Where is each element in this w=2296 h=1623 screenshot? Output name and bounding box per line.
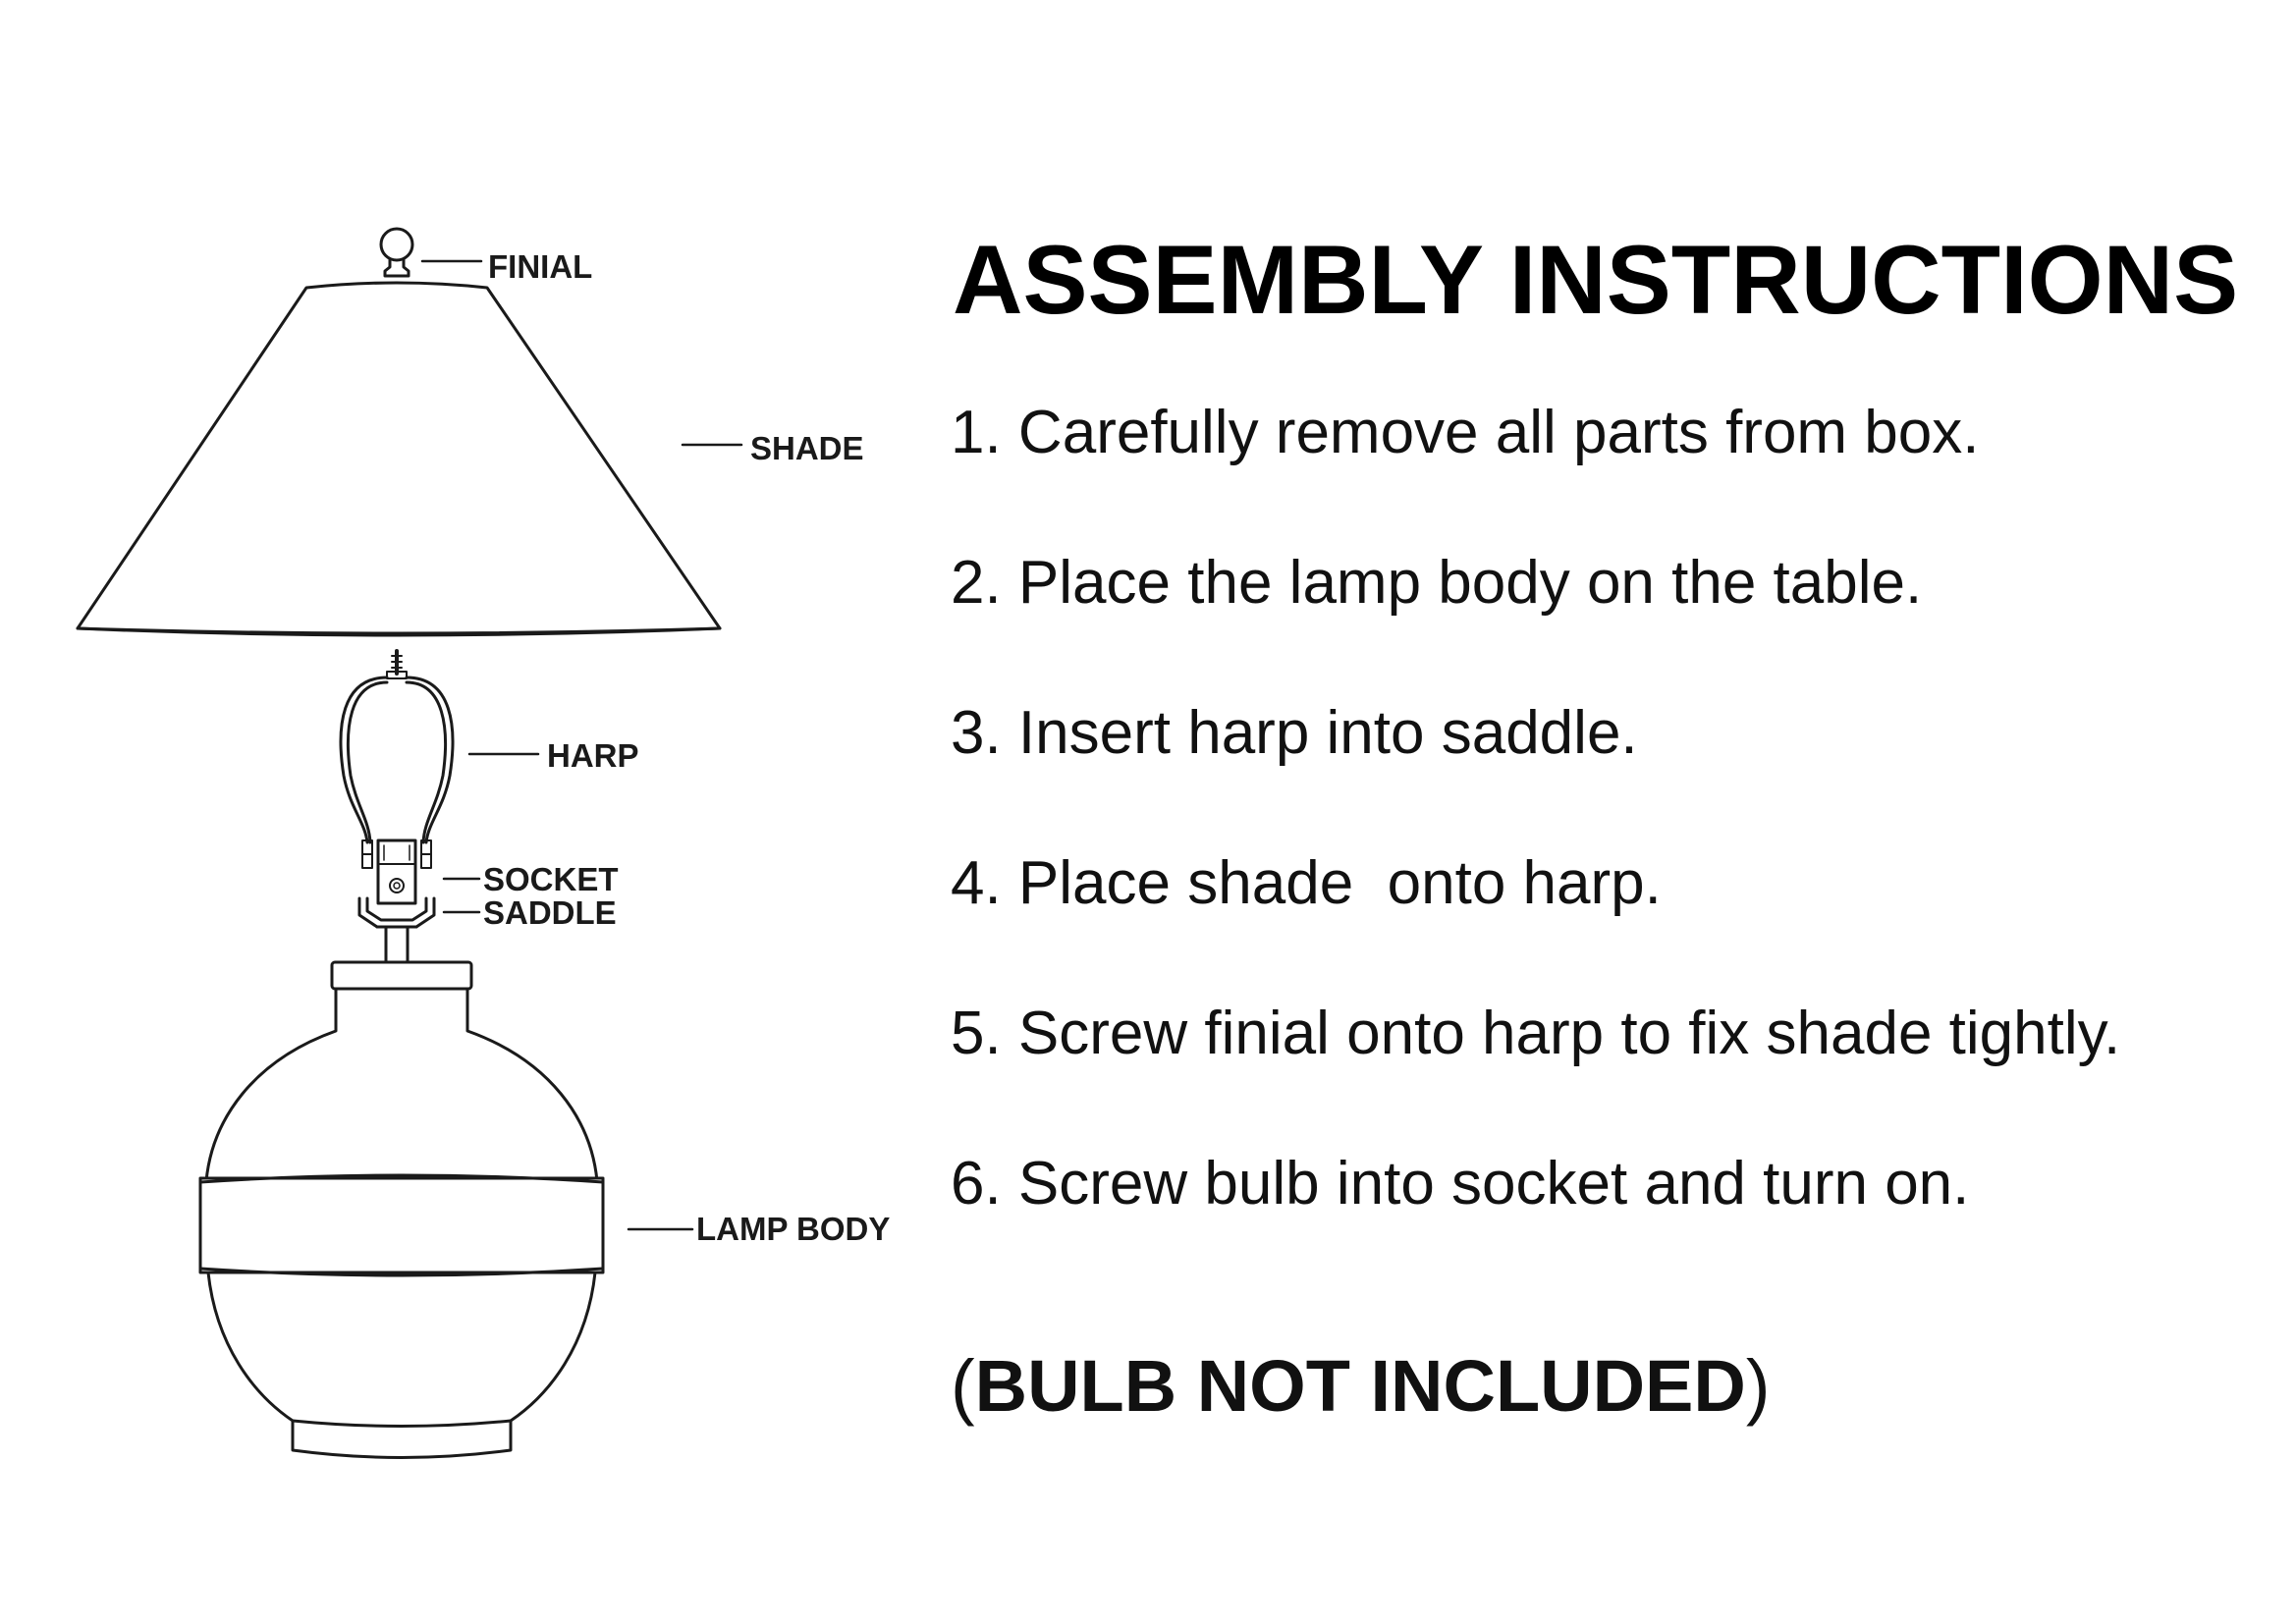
shade-part xyxy=(78,283,720,635)
page-title: ASSEMBLY INSTRUCTIONS xyxy=(953,225,2239,334)
harp-part xyxy=(341,651,453,868)
instruction-step-5: 5. Screw finial onto harp to fix shade tightly. xyxy=(951,1000,2121,1067)
note-close-paren: ) xyxy=(1745,1345,1771,1427)
note-text: BULB NOT INCLUDED xyxy=(974,1345,1746,1427)
lamp-body-part xyxy=(200,962,603,1458)
note-open-paren: ( xyxy=(951,1345,975,1427)
instruction-step-6: 6. Screw bulb into socket and turn on. xyxy=(951,1150,1970,1217)
saddle-label: SADDLE xyxy=(483,894,617,931)
socket-label: SOCKET xyxy=(483,861,619,897)
instruction-step-4: 4. Place shade onto harp. xyxy=(951,849,1662,917)
socket-part xyxy=(378,840,415,903)
shade-label: SHADE xyxy=(750,430,864,466)
instruction-step-3: 3. Insert harp into saddle. xyxy=(951,699,1638,767)
harp-label: HARP xyxy=(547,737,639,774)
bulb-note xyxy=(951,1345,1771,1427)
instruction-steps xyxy=(951,399,2121,1304)
lamp-body-label: LAMP BODY xyxy=(696,1211,891,1247)
lamp-diagram xyxy=(0,0,962,1623)
instruction-step-1: 1. Carefully remove all parts from box. xyxy=(951,399,1980,466)
instruction-step-2: 2. Place the lamp body on the table. xyxy=(951,549,1923,617)
finial-part xyxy=(381,229,412,276)
finial-label: FINIAL xyxy=(488,248,593,285)
saddle-part xyxy=(359,898,434,966)
